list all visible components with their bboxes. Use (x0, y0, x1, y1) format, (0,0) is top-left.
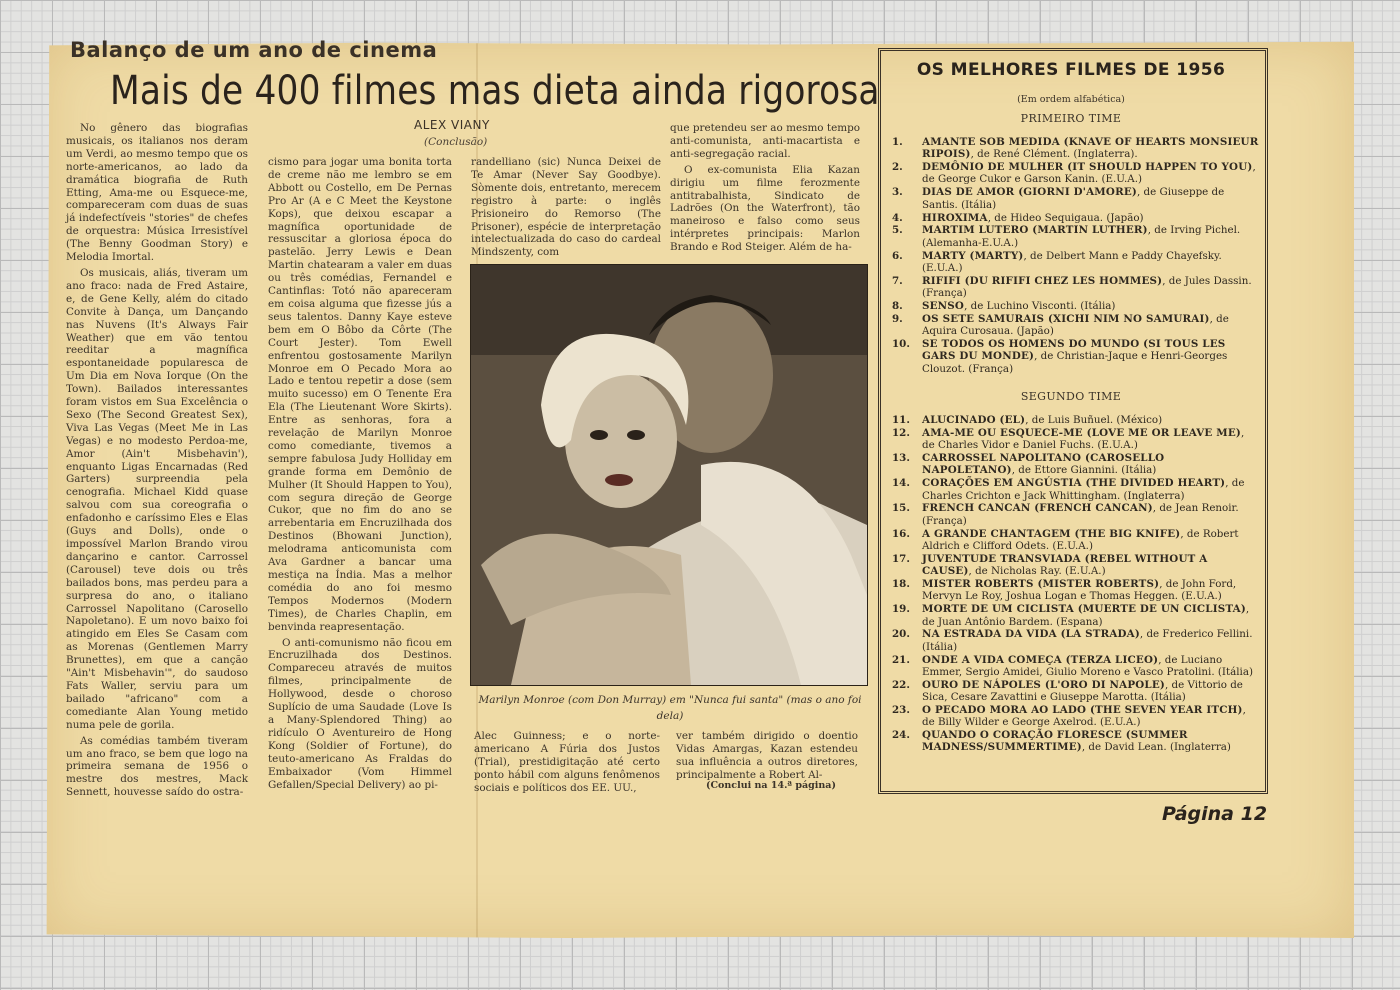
film-list-item (890, 186, 1260, 211)
film-title: CARROSSEL NAPOLITANO (CAROSELLO NAPOLETANO) (922, 452, 1165, 477)
film-list-item (890, 275, 1260, 300)
film-list-item (890, 553, 1260, 578)
film-credits: , de Frederico Fellini. (Itália) (922, 628, 1253, 653)
article-kicker: Balanço de um ano de cinema (70, 38, 438, 62)
film-title: AMA-ME OU ESQUECE-ME (LOVE ME OR LEAVE ME) (922, 426, 1241, 439)
second-team-list (890, 414, 1260, 754)
film-credits: , de René Clément. (Inglaterra). (970, 148, 1138, 161)
film-title: OURO DE NÁPOLES (L'ORO DI NAPOLE) (922, 678, 1165, 691)
film-credits: , de John Ford, Mervyn Le Roy, Joshua Logan e Thomas Heggen. (E.U.A.) (922, 578, 1237, 603)
film-title: OS SETE SAMURAIS (XICHI NIM NO SAMURAI) (922, 312, 1210, 325)
film-credits: , de Juan Antônio Bardem. (Espana) (922, 603, 1250, 628)
film-title: QUANDO O CORAÇÃO FLORESCE (SUMMER MADNESS/SUMMERTIME) (922, 729, 1188, 754)
film-title: DEMÔNIO DE MULHER (IT SHOULD HAPPEN TO YOU) (922, 161, 1253, 174)
paragraph: Alec Guinness; e o norte-americano A Fúria dos Justos (Trial), prestidigitação até certo ponto hábil com alguns fenômenos sociais e políticos dos EE. UU., (474, 730, 660, 794)
first-team-heading: PRIMEIRO TIME (1020, 112, 1122, 125)
paragraph: que pretendeu ser ao mesmo tempo anti-comunista, anti-macartista e anti-segregação racial. (670, 122, 860, 160)
film-credits: , de Charles Crichton e Jack Whittingham. (Inglaterra) (922, 477, 1245, 502)
article-column-4 (670, 122, 860, 257)
film-list-item (890, 427, 1260, 452)
film-credits: , de Vittorio de Sica, Cesare Zavattini e Giuseppe Marotta. (Itália) (922, 678, 1243, 704)
film-list-item (890, 161, 1260, 186)
film-rank: 12. (892, 426, 910, 439)
film-list-item (890, 704, 1260, 729)
film-credits: , de George Cukor e Garson Kanin. (E.U.A.) (922, 161, 1256, 186)
film-list-item (890, 414, 1260, 426)
film-credits: , de Christian-Jaque e Henri-Georges Clouzot. (França) (922, 350, 1228, 375)
film-rank: 4. (892, 211, 903, 224)
film-list-item (890, 338, 1260, 375)
film-list-item (890, 729, 1260, 754)
article-photo (470, 264, 868, 686)
film-title: MARTIM LUTERO (MARTIN LUTHER) (922, 224, 1148, 237)
paragraph: randelliano (sic) Nunca Deixei de Te Amar (Never Say Goodbye). Sòmente dois, entretanto, merecem registro à parte: o inglês Prisioneiro do Remorso (The Prisoner), espécie de interpretação intelectualizada do caso do cardeal Mindszenty, com (471, 156, 661, 259)
film-credits: , de Nicholas Ray. (E.U.A.) (968, 565, 1106, 578)
film-list-item (890, 212, 1260, 224)
film-rank: 18. (892, 578, 910, 591)
page-number: Página 12 (1162, 803, 1268, 825)
film-list-item (890, 502, 1260, 527)
article-headline: Mais de 400 filmes mas dieta ainda rigorosa (110, 68, 880, 114)
paragraph: ver também dirigido o doentio Vidas Amargas, Kazan estendeu sua influência a outros diretores, principalmente a Robert Al- (676, 730, 858, 781)
film-credits: , de Charles Vidor e Daniel Fuchs. (E.U.A.) (922, 426, 1245, 452)
best-films-title: OS MELHORES FILMES DE 1956 (916, 60, 1226, 80)
article-column-4-bottom (676, 730, 858, 785)
film-rank: 13. (892, 452, 910, 465)
film-title: MISTER ROBERTS (MISTER ROBERTS) (922, 578, 1160, 591)
film-list-item (890, 628, 1260, 653)
film-rank: 8. (892, 300, 903, 313)
film-title: JUVENTUDE TRANSVIADA (REBEL WITHOUT A CAUSE) (922, 552, 1208, 578)
film-credits: , de David Lean. (Inglaterra) (1081, 741, 1231, 754)
film-title: AMANTE SOB MEDIDA (KNAVE OF HEARTS MONSIEUR RIPOIS) (922, 136, 1259, 161)
film-list-item (890, 136, 1260, 161)
film-list-item (890, 528, 1260, 553)
film-rank: 22. (892, 678, 910, 691)
article-byline: ALEX VIANY (414, 118, 490, 132)
film-title: MORTE DE UM CICLISTA (MUERTE DE UN CICLISTA) (922, 603, 1246, 616)
film-rank: 11. (892, 414, 910, 426)
paragraph: No gênero das biografias musicais, os italianos nos deram um Verdi, ao mesmo tempo que os norte-americanos, ao lado da dramática biografia de Ruth Etting, Ama-me ou Esquece-me, compareceram com duas de suas já indefectíveis "stories" de chefes de orquestra: Música Irresistível (The Benny Goodman Story) e Melodia Imortal. (66, 122, 248, 264)
film-list-item (890, 250, 1260, 275)
article-column-3-bottom (474, 730, 660, 798)
film-credits: , de Hideo Sequigaua. (Japão) (987, 211, 1144, 224)
film-title: SENSO (922, 300, 965, 313)
film-list-item (890, 679, 1260, 704)
film-title: RIFIFI (DU RIFIFI CHEZ LES HOMMES) (922, 274, 1163, 287)
film-rank: 21. (892, 653, 910, 666)
film-list-item (890, 452, 1260, 477)
film-title: O PECADO MORA AO LADO (THE SEVEN YEAR ITCH) (922, 703, 1243, 716)
film-rank: 14. (892, 477, 910, 490)
film-credits: , de Robert Aldrich e Clifford Odets. (E.U.A.) (922, 527, 1239, 552)
film-rank: 9. (892, 312, 903, 325)
film-rank: 7. (892, 274, 903, 287)
film-credits: , de Delbert Mann e Paddy Chayefsky. (E.U.A.) (922, 249, 1222, 274)
film-rank: 23. (892, 703, 910, 716)
film-rank: 3. (892, 186, 903, 199)
film-title: ONDE A VIDA COMEÇA (TERZA LICEO) (922, 653, 1159, 666)
first-team-list (890, 136, 1260, 376)
paragraph: As comédias também tiveram um ano fraco, se bem que logo na primeira semana de 1956 o mestre dos mestres, Mack Sennett, houvesse saído do ostra- (66, 734, 248, 799)
film-title: CORAÇÕES EM ANGÚSTIA (THE DIVIDED HEART) (922, 477, 1226, 490)
film-title: MARTY (MARTY) (922, 249, 1024, 262)
film-rank: 6. (892, 249, 903, 262)
photo-caption: Marilyn Monroe (com Don Murray) em "Nunca fui santa" (mas o ano foi dela) (478, 694, 862, 722)
film-credits: , de Ettore Giannini. (Itália) (1011, 464, 1157, 477)
film-credits: , de Billy Wilder e George Axelrod. (E.U.A.) (922, 703, 1246, 729)
film-list-item (890, 578, 1260, 603)
film-title: DIAS DE AMOR (GIORNI D'AMORE) (922, 186, 1137, 199)
paragraph: Os musicais, aliás, tiveram um ano fraco: nada de Fred Astaire, e, de Gene Kelly, além do citado Convite à Dança, um Dançando nas Nuvens (It's Always Fair Weather) que em vão tentou reeditar a magnífica espontaneidade popularesca de Um Dia em Nova Iorque (On the Town). Bailados interessantes foram vistos em Sua Excelência o Sexo (The Second Greatest Sex), Viva Las Vegas (Meet Me in Las Vegas) e no modesto Perdoa-me, Amor (Ain't Misbehavin'), enquanto Ligas Encarnadas (Red Garters) surpreendia pela cenografia. Michael Kidd quase salvou com sua coreografia o enfadonho e caríssimo Eles e Elas (Guys and Dolls), onde o impossível Marlon Brando virou dançarino e cantor. Carrossel (Carousel) teve dois ou três bailados bons, mas perdeu para a surpresa do ano, o italiano Carrossel Napolitano (Carosello Napoletano). E um novo baixo foi atingido em Eles Se Casam com as Morenas (Gentlemen Marry Brunettes), em que a canção "Ain't Misbehavin'", do saudoso Fats Waller, serviu para um bailado "africano" com a comediante Alan Young metido numa pele de gorila. (66, 266, 248, 731)
film-rank: 19. (892, 603, 910, 616)
film-rank: 16. (892, 527, 910, 540)
paragraph: O ex-comunista Elia Kazan dirigiu um filme ferozmente antitrabalhista, Sindicato de Ladrões (On the Waterfront), tão maneiroso e falso como seus intérpretes principais: Marlon Brando e Rod Steiger. Além de ha- (670, 163, 860, 254)
article-column-1 (66, 122, 248, 802)
film-title: NA ESTRADA DA VIDA (LA STRADA) (922, 628, 1140, 641)
article-column-3 (471, 156, 661, 262)
film-credits: , de Irving Pichel. (Alemanha-E.U.A.) (922, 224, 1241, 249)
film-list-item (890, 300, 1260, 312)
film-rank: 20. (892, 628, 910, 641)
article-column-2 (268, 156, 452, 794)
film-title: ALUCINADO (EL) (922, 414, 1026, 426)
continuation-note: (Conclui na 14.ª página) (706, 780, 836, 791)
film-title: A GRANDE CHANTAGEM (THE BIG KNIFE) (922, 527, 1181, 540)
film-title: FRENCH CANCAN (FRENCH CANCAN) (922, 502, 1153, 515)
film-title: SE TODOS OS HOMENS DO MUNDO (SI TOUS LES GARS DU MONDE) (922, 338, 1226, 363)
film-rank: 2. (892, 161, 903, 174)
film-credits: , de Luis Buñuel. (México) (1025, 414, 1163, 426)
paragraph: cismo para jogar uma bonita torta de creme não me lembro se em Abbott ou Costello, em De Pernas Pro Ar (A e C Meet the Keystone Kops), que deixou escapar a magnífica oportunidade de ressuscitar a gloriosa época do pastelão. Jerry Lewis e Dean Martin chatearam a valer em duas ou três comédias, Fernandel e Cantinflas: Totó não apareceram em coisa alguma que fizesse jús a seus talentos. Danny Kaye esteve bem em O Bôbo da Côrte (The Court Jester). Tom Ewell enfrentou gostosamente Marilyn Monroe em O Pecado Mora ao Lado e tentou repetir a dose (sem muito sucesso) em O Tenente Era Ela (The Lieutenant Wore Skirts). Entre as senhoras, fora a revelação de Marilyn Monroe como comediante, tivemos a sempre fabulosa Judy Holliday em grande forma em Demônio de Mulher (It Should Happen to You), com segura direção de George Cukor, que no fim do ano se arrebentaria em Encruzilhada dos Destinos (Bhowani Junction), melodrama anticomunista com Ava Gardner a bancar uma mestiça na Índia. Mas a melhor comédia do ano foi mesmo Tempos Modernos (Modern Times), de Charles Chaplin, em benvinda reapresentação. (268, 156, 452, 633)
film-rank: 1. (892, 136, 903, 148)
film-credits: , de Jules Dassin. (França) (922, 274, 1252, 300)
film-credits: , de Luciano Emmer, Sergio Amidei, Giulio Moreno e Vasco Pratolini. (Itália) (922, 653, 1253, 678)
film-rank: 17. (892, 552, 910, 565)
film-list-item (890, 313, 1260, 338)
film-credits: , de Giuseppe de Santis. (Itália) (922, 186, 1225, 211)
film-list-item (890, 224, 1260, 249)
article-byline-note: (Conclusão) (424, 136, 488, 148)
film-title: HIROXIMA (922, 211, 988, 224)
film-list-item (890, 477, 1260, 502)
film-list-item (890, 654, 1260, 679)
film-rank: 5. (892, 224, 903, 237)
film-rank: 10. (892, 338, 910, 351)
best-films-subtitle: (Em ordem alfabética) (1017, 94, 1125, 105)
film-credits: , de Luchino Visconti. (Itália) (964, 300, 1116, 313)
film-rank: 24. (892, 729, 910, 742)
film-credits: , de Aquira Curosaua. (Japão) (922, 312, 1229, 338)
film-list-item (890, 603, 1260, 628)
second-team-heading: SEGUNDO TIME (1020, 390, 1122, 403)
film-rank: 15. (892, 502, 910, 515)
paragraph: O anti-comunismo não ficou em Encruzilhada dos Destinos. Compareceu através de muitos filmes, principalmente de Hollywood, desde o choroso Suplício de uma Saudade (Love Is a Many-Splendored Thing) ao ridículo O Aventureiro de Hong Kong (Soldier of Fortune), do teuto-americano As Fraldas do Embaixador (Vom Himmel Gefallen/Special Delivery) ao pi- (268, 636, 452, 791)
photo-illustration (471, 265, 867, 685)
film-credits: , de Jean Renoir. (França) (922, 502, 1239, 527)
